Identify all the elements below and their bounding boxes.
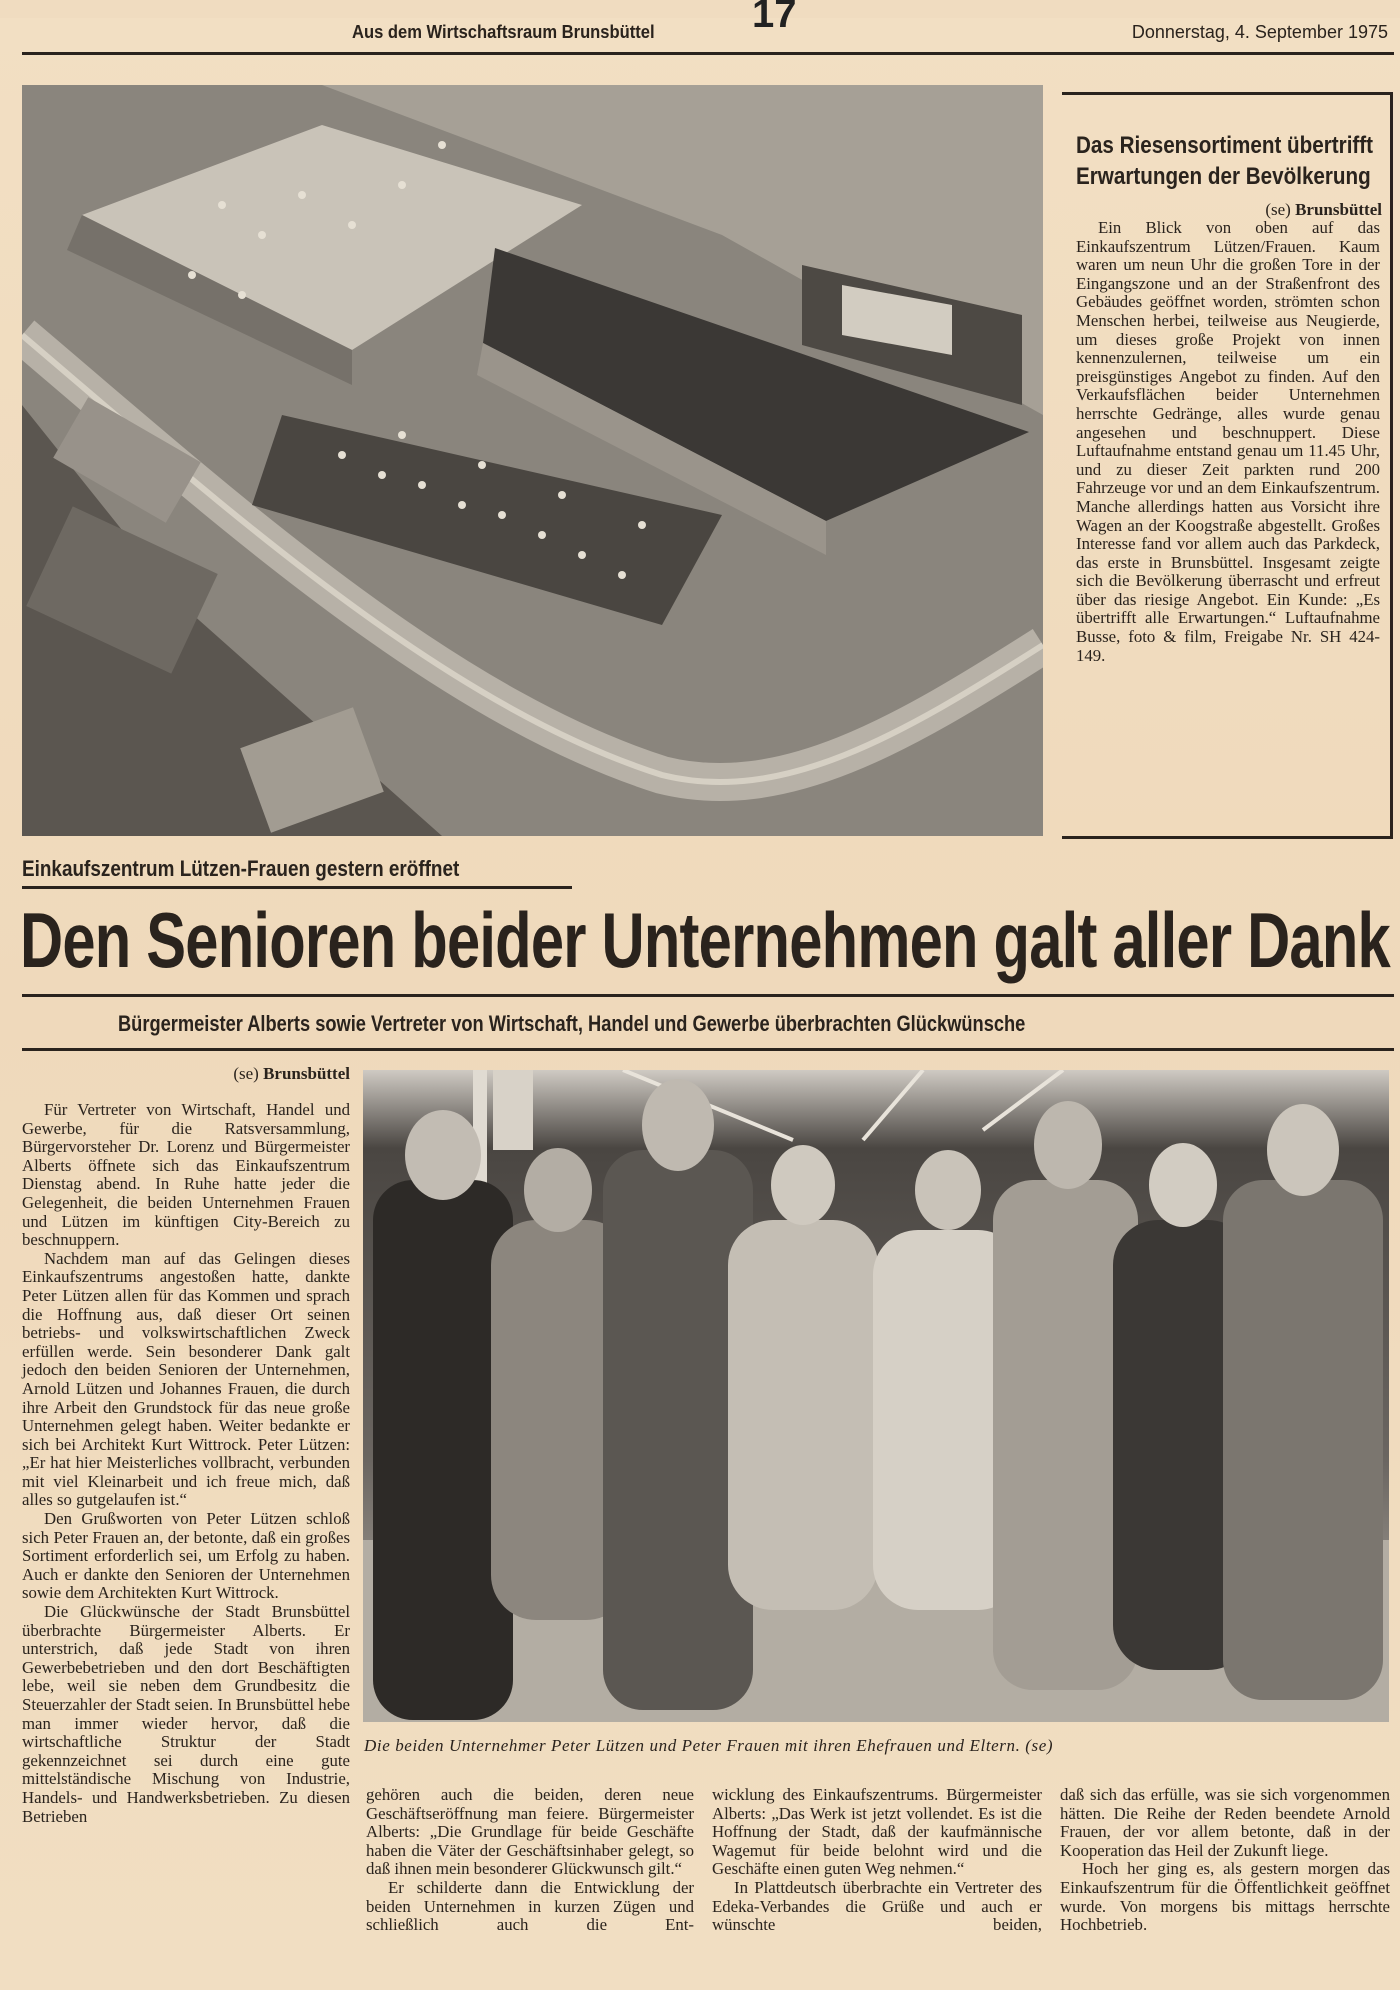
article-column-2 bbox=[366, 1786, 694, 1935]
page-number: 17 bbox=[752, 0, 797, 36]
kicker: Einkaufszentrum Lützen-Frauen gestern eröffnet bbox=[22, 856, 460, 881]
byline-tag: (se) bbox=[233, 1064, 259, 1083]
photo-caption: Die beiden Unternehmer Peter Lützen und Peter Frauen mit ihren Ehefrauen und Eltern. (se) bbox=[364, 1736, 1054, 1755]
sidebar-title: Das Riesensortiment übertrifft Erwartungen der Bevölkerung bbox=[1076, 132, 1374, 190]
byline-place: Brunsbüttel bbox=[1295, 200, 1382, 219]
section-heading: Aus dem Wirtschaftsraum Brunsbüttel bbox=[352, 22, 655, 42]
masthead-rule bbox=[22, 52, 1394, 55]
article-byline bbox=[22, 1064, 350, 1083]
sidebar-article bbox=[1064, 94, 1393, 838]
issue-date: Donnerstag, 4. September 1975 bbox=[1131, 22, 1388, 42]
paragraph: Ein Blick von oben auf das Einkaufszentrum Lützen/Frauen. Kaum waren um neun Uhr die großen Tore in der Eingangszone und an der Straßenfront des Gebäudes geöffnet worden, strömten schon Menschen herbei, teilweise aus Neugierde, um dieses große Projekt von innen kennenzulernen, teilweise um ein preisgünstiges Angebot zu finden. Auf den Verkaufsflächen beider Unternehmen herrschte Gedränge, alles wurde genau angesehen und beschnuppert. Diese Luftaufnahme entstand genau um 11.45 Uhr, und zu dieser Zeit parkten rund 200 Fahrzeuge vor und an dem Einkaufszentrum. Manche allerdings hatten aus Vorsicht ihre Wagen an der Koogstraße abgestellt. Großes Interesse fand vor allem auch das Parkdeck, das erste in Brunsbüttel. Insgesamt zeigte sich die Bevölkerung überrascht und erfreut über das riesige Angebot. Ein Kunde: „Es übertrifft alle Erwartungen.“ Luftaufnahme Busse, foto & film, Freigabe Nr. SH 424-149. bbox=[1076, 218, 1380, 665]
byline-tag: (se) bbox=[1265, 200, 1291, 219]
paragraph: Für Vertreter von Wirtschaft, Handel und Gewerbe, für die Ratsversammlung, Bürgervorsteher Dr. Lorenz und Bürgermeister Alberts öffnete sich das Einkaufszentrum Dienstag abend. In Ruhe hatte jeder die Gelegenheit, die beiden Unternehmen Frauen und Lützen im künftigen City-Bereich zu beschnuppern. bbox=[22, 1100, 350, 1250]
sidebar-bottom-rule bbox=[1062, 836, 1393, 839]
paragraph: Hoch her ging es, als gestern morgen das Einkaufszentrum für die Öffentlichkeit geöffnet wurde. Von morgens bis mittags herrschte Hochbetrieb. bbox=[1060, 1859, 1390, 1935]
article-column-3 bbox=[712, 1786, 1042, 1935]
group-photo-entrepreneurs bbox=[363, 1070, 1389, 1722]
headline: Den Senioren beider Unternehmen galt aller Dank bbox=[20, 896, 1390, 984]
paragraph: Nachdem man auf das Gelingen dieses Einkaufszentrums angestoßen hatte, dankte Peter Lützen allen für das Kommen und sprach die Hoffnung aus, daß dieser Ort seinen betriebs- und volkswirtschaftlichen Zweck erfüllen werde. Sein besonderer Dank galt jedoch den beiden Senioren der Unternehmen, Arnold Lützen und Johannes Frauen, die durch ihre Arbeit den Grundstock für das neue große Unternehmen gelegt haben. Weiter bedankte er sich bei Architekt Kurt Wittrock. Peter Lützen: „Er hat hier Meisterliches vollbracht, verbunden mit viel Kleinarbeit und ich freue mich, daß alles so gutgelaufen ist.“ bbox=[22, 1248, 350, 1510]
paragraph: wicklung des Einkaufszentrums. Bürgermeister Alberts: „Das Werk ist jetzt vollendet. Es ist die Hoffnung der Stadt, daß der kaufmännische Wagemut für beide belohnt wird und die Geschäfte einen guten Weg nehmen.“ bbox=[712, 1785, 1042, 1879]
byline-place: Brunsbüttel bbox=[263, 1064, 350, 1083]
subhead-rule bbox=[22, 1048, 1394, 1051]
sidebar-byline bbox=[1064, 200, 1382, 219]
paragraph: daß sich das erfülle, was sie sich vorgenommen hätten. Die Reihe der Reden beendete Arnold Frauen, der vor allem betonte, daß in der Kooperation das Heil der Zukunft liege. bbox=[1060, 1785, 1390, 1860]
paragraph: Den Grußworten von Peter Lützen schloß sich Peter Frauen an, der betonte, daß ein großes Sortiment erforderlich sei, um Erfolg zu haben. Auch er dankte den Senioren der Unternehmen sowie dem Architekten Kurt Wittrock. bbox=[22, 1509, 350, 1603]
article-column-1 bbox=[22, 1064, 350, 1826]
subheadline: Bürgermeister Alberts sowie Vertreter von Wirtschaft, Handel und Gewerbe überbrachten Glückwünsche bbox=[118, 1011, 1026, 1036]
paragraph: Er schilderte dann die Entwicklung der beiden Unternehmen in kurzen Zügen und schließlich auch die Ent- bbox=[366, 1877, 694, 1935]
headline-rule bbox=[22, 994, 1394, 997]
kicker-underline bbox=[22, 886, 572, 889]
paragraph: In Plattdeutsch überbrachte ein Vertreter des Edeka-Verbandes die Grüße und auch er wünschte beiden, bbox=[712, 1877, 1042, 1935]
paragraph: gehören auch die beiden, deren neue Geschäftseröffnung man feiere. Bürgermeister Alberts: „Die Grundlage für beide Geschäfte haben die Väter der Geschäftsinhaber gelegt, so daß ihnen mein besonderer Glückwunsch gilt.“ bbox=[366, 1785, 694, 1879]
sidebar-body bbox=[1076, 219, 1380, 665]
aerial-photo-shopping-center bbox=[22, 85, 1043, 836]
article-column-4 bbox=[1060, 1786, 1390, 1935]
paragraph: Die Glückwünsche der Stadt Brunsbüttel überbrachte Bürgermeister Alberts. Er unterstrich, daß jede Stadt von ihren Gewerbebetrieben und den dort Beschäftigten lebe, weil sie neben dem Grundbesitz die Steuerzahler der Stadt seien. In Brunsbüttel hebe man immer wieder hervor, daß die wirtschaftliche Struktur der Stadt gekennzeichnet sei durch eine gute mittelständische Mischung von Industrie, Handels- und Handwerksbetrieben. Zu diesen Betrieben bbox=[22, 1602, 350, 1826]
